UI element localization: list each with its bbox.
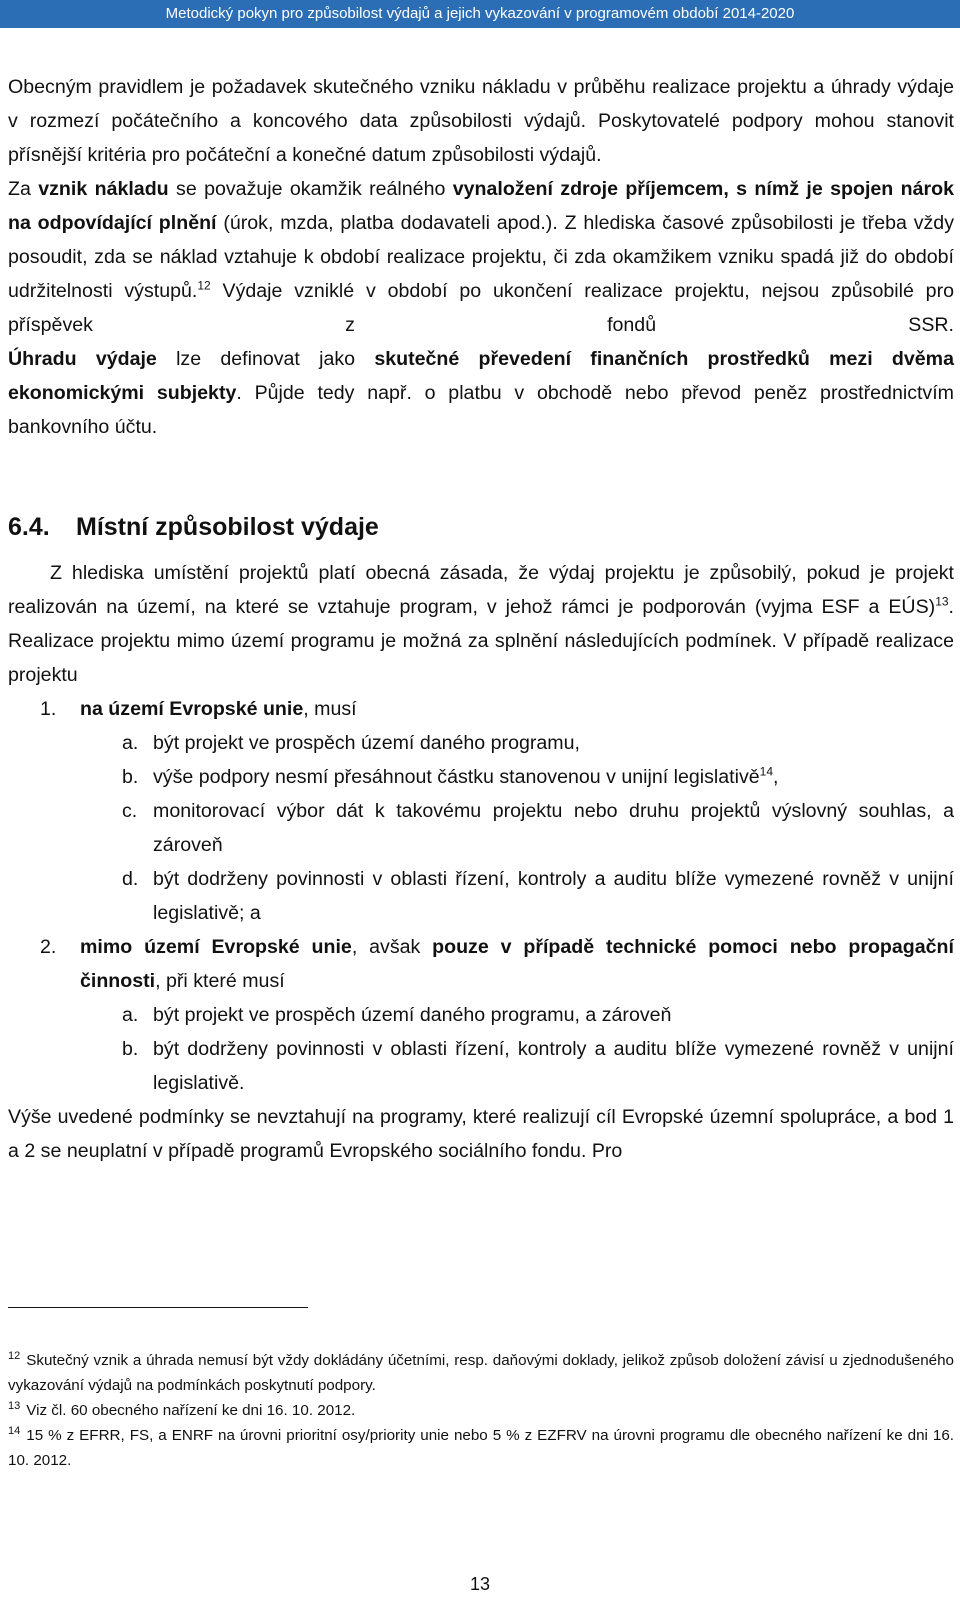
list-item-2b: b. být dodrženy povinnosti v oblasti řízení, kontroly a auditu blíže vymezené rovněž v unijní legislativě. — [122, 1038, 954, 1094]
footnote-12: $^{12}$ Skutečný vznik a úhrada nemusí být vždy dokládány účetními, resp. daňovými doklady, jelikož způsob doložení závisí u zjednodušeného vykazování výdajů na podmínkách poskytnutí podpory. — [8, 1349, 954, 1394]
intro-paragraph-3: Úhradu výdaje lze definovat jako skutečné převedení finančních prostředků mezi dvěma ekonomickými subjekty. Půjde tedy např. o platbu v obchodě nebo převod peněz prostřednictvím bankovního účtu. — [8, 348, 954, 438]
list-item-1: 1. na území Evropské unie, musí — [40, 698, 357, 720]
list-item-1d: d. být dodrženy povinnosti v oblasti řízení, kontroly a auditu blíže vymezené rovněž v unijní legislativě; a — [122, 868, 954, 924]
section-number: 6.4. — [8, 513, 50, 541]
footnote-ref-12: 12 — [197, 278, 211, 293]
footnote-13: $^{13}$ Viz čl. 60 obecného nařízení ke dni 16. 10. 2012. — [8, 1399, 356, 1419]
conditions-list — [8, 692, 954, 1100]
list-item-2: 2. mimo území Evropské unie, avšak pouze v případě technické pomoci nebo propagační činnosti, při které musí — [40, 936, 954, 992]
footnote-ref-14: 14 — [759, 764, 774, 779]
footnote-14: $^{14}$ 15 % z EFRR, FS, a ENRF na úrovni prioritní osy/priority unie nebo 5 % z EZFRV na úrovni programu dle obecného nařízení ke dni 16. 10. 2012. — [8, 1424, 954, 1469]
list-item-1c: c. monitorovací výbor dát k takovému projektu nebo druhu projektů výslovný souhlas, a zároveň — [122, 800, 954, 856]
list-item-1a: a. být projekt ve prospěch území daného programu, — [122, 732, 580, 754]
section-heading — [8, 510, 954, 544]
section-paragraph-1: Z hlediska umístění projektů platí obecná zásada, že výdaj projektu je způsobilý, pokud je projekt realizován na území, na které se vztahuje program, v jehož rámci je podporován (vyjma ESF a EÚS)$^{13}$. Realizace projektu mimo území programu je možná za splnění následujících podmínek. V případě realizace projektu — [8, 562, 954, 686]
footnote-ref-13: 13 — [935, 594, 949, 609]
page-number: 13 — [469, 1574, 491, 1594]
section-paragraph-2: Výše uvedené podmínky se nevztahují na programy, které realizují cíl Evropské územní spolupráce, a bod 1 a 2 se neuplatní v případě programů Evropského sociálního fondu. Pro — [8, 1106, 954, 1162]
footnotes — [8, 1348, 954, 1473]
list-item-1b: b. výše podpory nesmí přesáhnout částku stanovenou v unijní legislativě$^{14}$, — [122, 764, 779, 788]
footnote-separator — [8, 1307, 308, 1308]
document-header: Metodický pokyn pro způsobilost výdajů a jejich vykazování v programovém období 2014-2020 — [0, 0, 960, 28]
section-title: Místní způsobilost výdaje — [76, 513, 379, 541]
page-body — [8, 70, 954, 1168]
intro-paragraph-1: Obecným pravidlem je požadavek skutečného vzniku nákladu v průběhu realizace projektu a úhrady výdaje v rozmezí počátečního a koncového data způsobilosti výdajů. Poskytovatelé podpory mohou stanovit přísnější kritéria pro počáteční a konečné datum způsobilosti výdajů. — [8, 76, 954, 166]
intro-paragraph-2: Za vznik nákladu se považuje okamžik reálného vynaložení zdroje příjemcem, s nímž je spojen nárok na odpovídající plnění (úrok, mzda, platba dodavateli apod.). Z hlediska časové způsobilosti je třeba vždy posoudit, zda se náklad vztahuje k období realizace projektu, či zda okamžikem vzniku spadá již do období udržitelnosti výstupů.$^{12}$ Výdaje vzniklé v období po ukončení realizace projektu, nejsou způsobilé pro příspěvek z fondů SSR. — [8, 178, 955, 336]
list-item-2a: a. být projekt ve prospěch území daného programu, a zároveň — [122, 1004, 672, 1026]
